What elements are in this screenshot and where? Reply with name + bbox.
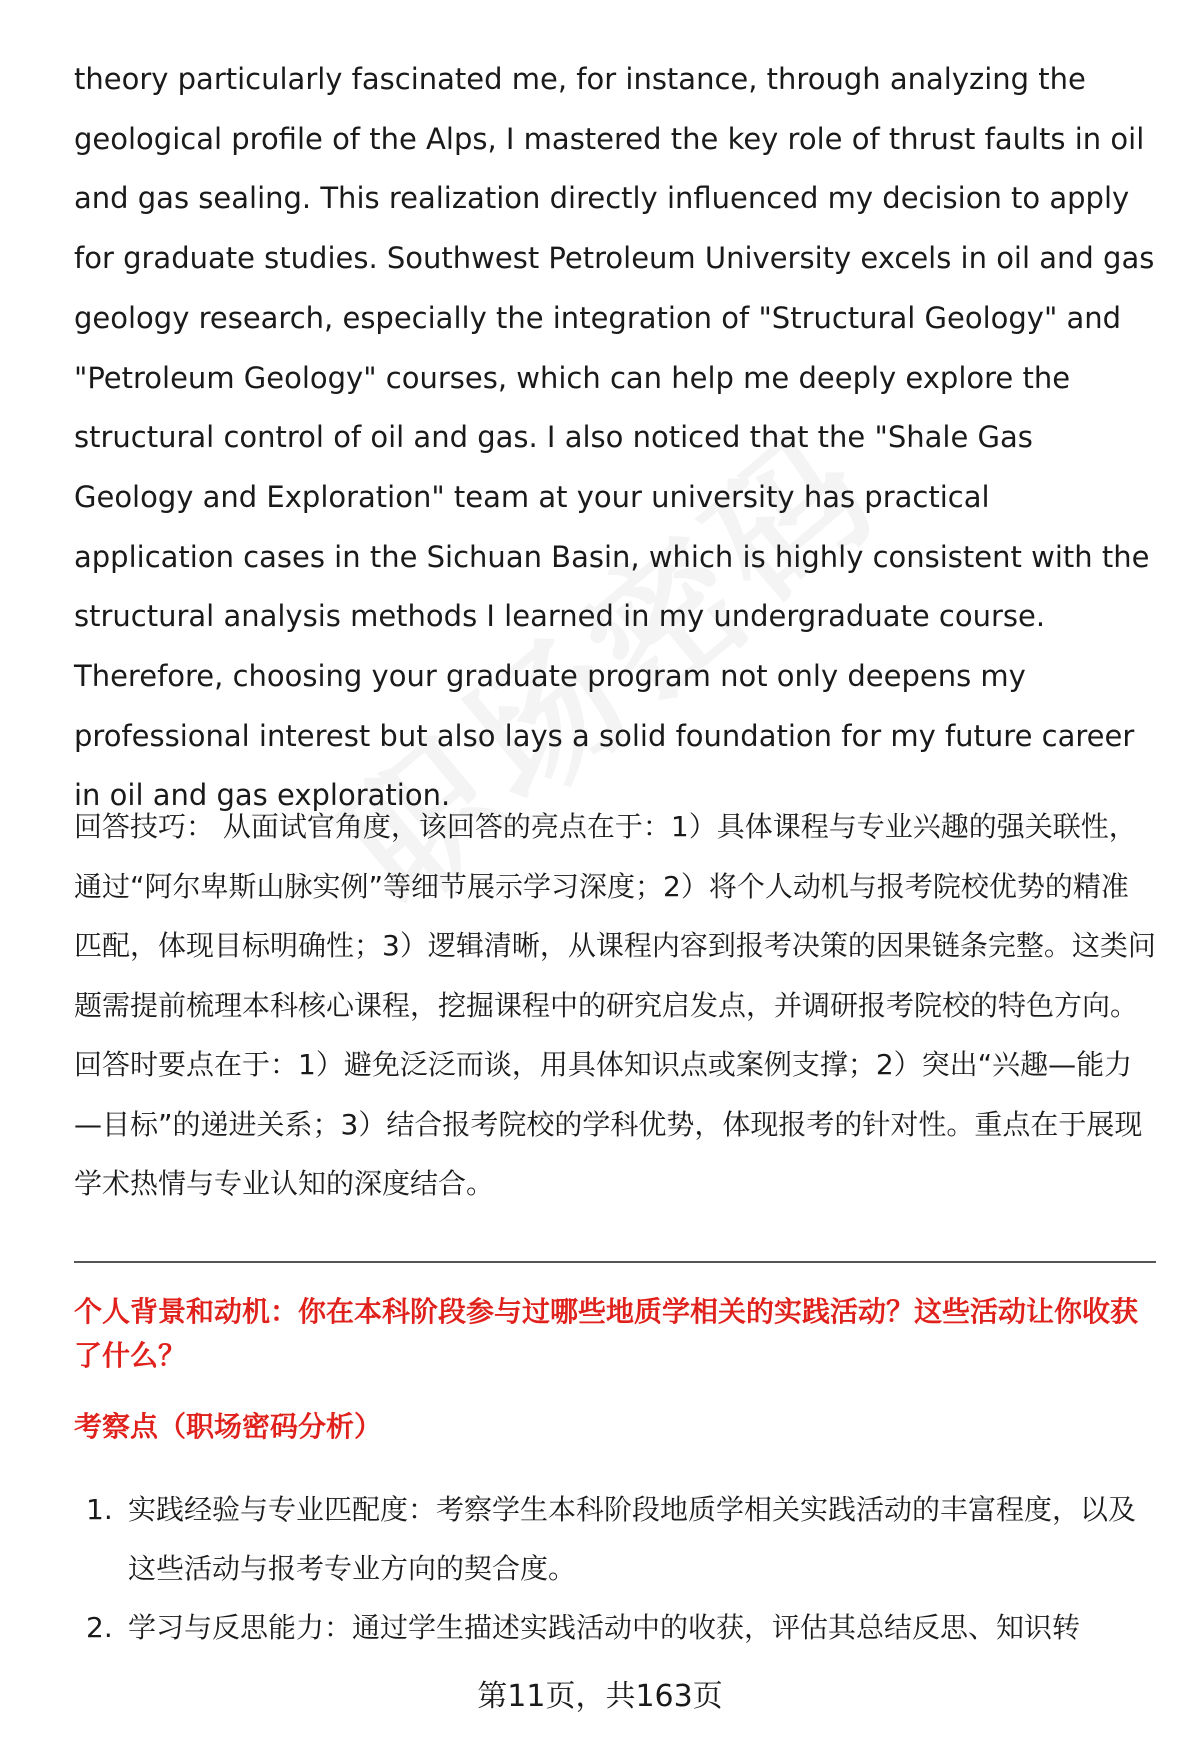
english-answer-paragraph: theory particularly fascinated me, for instance, through analyzing the geological profile of the Alps, I mastered the key role of thrust faults in oil and gas sealing. This realization directly influenced my decision to apply for graduate studies. Southwest Petroleum University excels in oil and gas geology research, especially the integration of "Structural Geology" and "Petroleum Geology" courses, which can help me deeply explore the structural control of oil and gas. I also noticed that the "Shale Gas Geology and Exploration" team at your university has practical application cases in the Sichuan Basin, which is highly consistent with the structural analysis methods I learned in my undergraduate course. Therefore, choosing your graduate program not only deepens my professional interest but also lays a solid foundation for my future career in oil and gas exploration. [74, 62, 1155, 813]
answer-tips-paragraph: 回答技巧： 从面试官角度，该回答的亮点在于：1）具体课程与专业兴趣的强关联性，通过“阿尔卑斯山脉实例”等细节展示学习深度；2）将个人动机与报考院校优势的精准匹配，体现目标明确性；3）逻辑清晰，从课程内容到报考决策的因果链条完整。这类问题需提前梳理本科核心课程，挖掘课程中的研究启发点，并调研报考院校的特色方向。回答时要点在于：1）避免泛泛而谈，用具体知识点或案例支撑；2）突出“兴趣—能力—目标”的递进关系；3）结合报考院校的学科优势，体现报考的针对性。重点在于展现学术热情与专业认知的深度结合。 [74, 810, 1156, 1200]
list-item-text: 学习与反思能力：通过学生描述实践活动中的收获，评估其总结反思、知识转 [128, 1611, 1081, 1644]
list-item-number: 2. [86, 1611, 113, 1644]
assessment-points-list [74, 1480, 1156, 1657]
page-number-footer: 第11页，共163页 [477, 1679, 723, 1714]
list-item [74, 1598, 1156, 1657]
question-heading: 个人背景和动机：你在本科阶段参与过哪些地质学相关的实践活动？这些活动让你收获了什么？ [74, 1295, 1139, 1372]
assessment-points-title: 考察点（职场密码分析） [74, 1410, 383, 1443]
list-item-number: 1. [86, 1493, 113, 1526]
list-item [74, 1480, 1156, 1598]
list-item-text: 实践经验与专业匹配度：考察学生本科阶段地质学相关实践活动的丰富程度，以及这些活动与报考专业方向的契合度。 [128, 1493, 1137, 1585]
section-divider [74, 1261, 1156, 1263]
